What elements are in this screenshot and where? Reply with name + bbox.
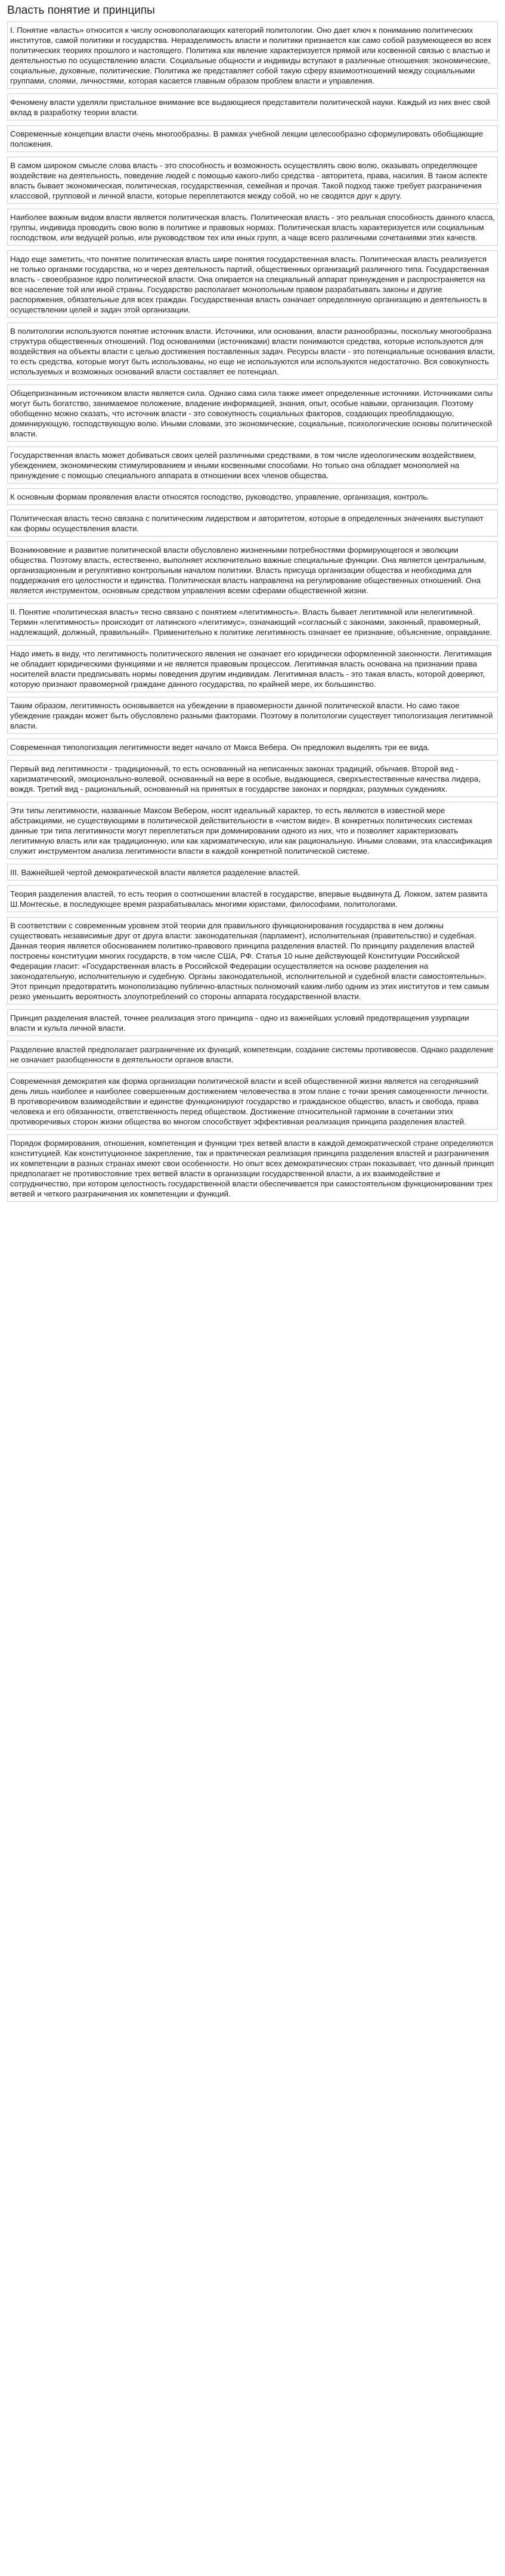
paragraph: Надо еще заметить, что понятие политическая власть шире понятия государственная власть. Политическая власть реализуется не только органами государства, но и через деятельность партий, общественных организаций различного типа. Государственная власть - своеобразное ядро политической власти. Она опирается на специальный аппарат принуждения и распространяется на все население той или иной страны. Государство располагает монопольным правом разрабатывать законы и другие распоряжения, обязательные для всех граждан. Государственная власть означает определенную организацию и деятельность в осуществлении целей и задач этой организации. (7, 250, 498, 318)
paragraph: В соответствии с современным уровнем этой теории для правильного функционирования государства в нем должны существовать независимые друг от друга власти: законодательная (парламент), исполнительная (правительство) и судебная. Данная теория является обоснованием политико-правового принципа разделения властей. По принципу разделения властей построены конституции многих государств, в том числе США, РФ. Статья 10 ныне действующей Конституции Российской Федерации гласит: «Государственная власть в Российской Федерации осуществляется на основе разделения на законодательную, исполнительную и судебную. Органы законодательной, исполнительной и судебной власти самостоятельны». Этот принцип предотвратить монополизацию публично-властных полномочий каким-либо одним из этих институтов и тем самым резко уменьшить вероятность злоупотреблений со стороны аппарата государственной власти. (7, 917, 498, 1005)
paragraph: Современная типологизация легитимности ведет начало от Макса Вебера. Он предложил выделять три ее вида. (7, 739, 498, 755)
paragraph: Надо иметь в виду, что легитимность политического явления не означает его юридически оформленной законности. Легитимация не обладает юридическими функциями и не является правовым процессом. Легитимная власть основана на признании права носителей власти предписывать нормы поведения другим индивидам. Легитимная власть - это такая власть, которой доверяют, которую признают правомерной граждане данного государства, по крайней мере, их большинство. (7, 645, 498, 692)
paragraph: Первый вид легитимности - традиционный, то есть основанный на неписанных законах традиций, обычаев. Второй вид - харизматический, эмоционально-волевой, основанный на вере в особые, выдающиеся, сверхъестественные качества лидера, вождя. Третий вид - рациональный, основанный на принятых в государстве законах и порядках, разумных суждениях. (7, 760, 498, 797)
paragraph: Разделение властей предполагает разграничение их функций, компетенции, создание системы противовесов. Однако разделение не означает разобщенности в деятельности органов власти. (7, 1041, 498, 1068)
paragraph: Теория разделения властей, то есть теория о соотношении властей в государстве, впервые выдвинута Д. Локком, затем развита Ш.Монтескье, в последующее время разрабатывалась многими юристами, философами, политологами. (7, 885, 498, 912)
paragraph: К основным формам проявления власти относятся господство, руководство, управление, организация, контроль. (7, 488, 498, 505)
paragraph: Современная демократия как форма организации политической власти и всей общественной жизни является на сегодняшний день лишь наиболее и наиболее совершенным достижением человечества в этом плане с точки зрения самоценности личности. В противоречивом взаимодействии и единстве функционируют государство и гражданское общество, власть и свобода, права человека и его обязанности, ответственность перед обществом. Достижение относительной гармонии в сочетании этих противоречивых сторон жизни общества во многом способствует эффективная реализация принципа разделения властей. (7, 1072, 498, 1130)
paragraph: Таким образом, легитимность основывается на убеждении в правомерности данной политической власти. Но само такое убеждение граждан может быть обусловлено разными факторами. Поэтому в политологии существует типологизация легитимной власти. (7, 697, 498, 734)
page-title: Власть понятие и принципы (7, 4, 155, 17)
paragraph-list (7, 21, 498, 1202)
paragraph: Эти типы легитимности, названные Максом Вебером, носят идеальный характер, то есть являются в известной мере абстракциями, не существующими в политической действительности в «чистом виде». В конкретных политических системах данные три типа легитимности могут переплетаться при доминировании одного из них, что и позволяет характеризовать легитимную власть или как традиционную, или как харизматическую, или как рациональную. Иными словами, эта классификация служит инструментом анализа легитимности власти в каждой конкретной политической системе. (7, 802, 498, 859)
paragraph: II. Понятие «политическая власть» тесно связано с понятием «легитимность». Власть бывает легитимной или нелегитимной. Термин «легитимность» происходит от латинского «легитимус», означающий «согласный с законами, законный, правомерный, надлежащий, должный, правильный». Применительно к политике легитимность означает ее признание, объяснение, оправдание. (7, 603, 498, 640)
paragraph: Феномену власти уделяли пристальное внимание все выдающиеся представители политической науки. Каждый из них внес свой вклад в разработку теории власти. (7, 94, 498, 120)
paragraph: Возникновение и развитие политической власти обусловлено жизненными потребностями формирующегося и эволюции общества. Поэтому власть, естественно, выполняет исключительно важные специальные функции. Она является центральным, организационным и регулятивно контрольным началом политики. Власть присуща организации общества и необходима для поддержания его целостности и единства. Политическая власть направлена на регулирование общественных отношений. Она является инструментом, основным средством управления всеми сферами общественной жизни. (7, 541, 498, 599)
paragraph: В политологии используются понятие источник власти. Источники, или основания, власти разнообразны, поскольку многообразна структура общественных отношений. Под основаниями (источниками) власти понимаются средства, которые используются для воздействия на объекты власти с целью достижения поставленных задач. Ресурсы власти - это потенциальные основания власти, то есть средства, которые могут быть использованы, но еще не используются или используются недостаточно. Вся совокупность используемых и возможных оснований власти составляет ее потенциал. (7, 323, 498, 380)
paragraph: Современные концепции власти очень многообразны. В рамках учебной лекции целесообразно сформулировать обобщающие положения. (7, 125, 498, 152)
document-page (0, 4, 505, 1213)
paragraph: Политическая власть тесно связана с политическим лидерством и авторитетом, которые в определенных значениях выступают как формы осуществления власти. (7, 510, 498, 537)
paragraph: В самом широком смысле слова власть - это способность и возможность осуществлять свою волю, оказывать определяющее воздействие на деятельность, поведение людей с помощью какого-либо средства - авторитета, права, насилия. В таком аспекте власть бывает экономическая, политическая, государственная, семейная и прочая. Такой подход также требует разграничения классовой, групповой и личной власти, которые переплетаются между собой, но не сводятся друг к другу. (7, 157, 498, 204)
paragraph: Общепризнанным источником власти является сила. Однако сама сила также имеет определенные источники. Источниками силы могут быть богатство, занимаемое положение, владение информацией, знания, опыт, особые навыки, организация. Поэтому обобщенно можно сказать, что источник власти - это совокупность социальных факторов, создающих преобладающую, доминирующую, господствующую волю. Иными словами, это экономические, социальные, психологические основы политической власти. (7, 385, 498, 442)
paragraph: Наиболее важным видом власти является политическая власть. Политическая власть - это реальная способность данного класса, группы, индивида проводить свою волю в политике и правовых нормах. Политическая власть характеризуется или социальным господством, или ведущей ролью, или руководством тех или иных групп, а чаще всего различными сочетаниями этих качеств. (7, 209, 498, 246)
paragraph: I. Понятие «власть» относится к числу основополагающих категорий политологии. Оно дает ключ к пониманию политических институтов, самой политики и государства. Неразделимость власти и политики признается как само собой разумеющееся во всех политических теориях прошлого и настоящего. Политика как явление характеризуется прямой или косвенной связью с властью и деятельностью по осуществлению власти. Социальные общности и индивиды вступают в различные отношения: экономические, социальные, духовные, политические. Политика же представляет собой такую сферу взаимоотношений между социальными группами, слоями, личностями, которая касается главным образом проблем власти и управления. (7, 21, 498, 89)
paragraph: Принцип разделения властей, точнее реализация этого принципа - одно из важнейших условий предотвращения узурпации власти и культа личной власти. (7, 1009, 498, 1036)
paragraph: Порядок формирования, отношения, компетенция и функции трех ветвей власти в каждой демократической стране определяются конституцией. Как конституционное закрепление, так и практическая реализация принципа разделения властей и разграничения их компетенции в разных странах имеют свои особенности. Но опыт всех демократических стран показывает, что данный принцип предполагает не противостояние трех ветвей власти в организации государственной власти, а их взаимодействие и сотрудничество, при котором целостность государственной власти обеспечивается при самостоятельном функционировании трех ветвей и четкого разграничения их компетенции и функций. (7, 1134, 498, 1202)
paragraph: III. Важнейшей чертой демократической власти является разделение властей. (7, 864, 498, 881)
paragraph: Государственная власть может добиваться своих целей различными средствами, в том числе идеологическим воздействием, убеждением, экономическим стимулированием и иными косвенными способами. Но только она обладает монополией на принуждение с помощью специального аппарата в отношении всех членов общества. (7, 447, 498, 483)
